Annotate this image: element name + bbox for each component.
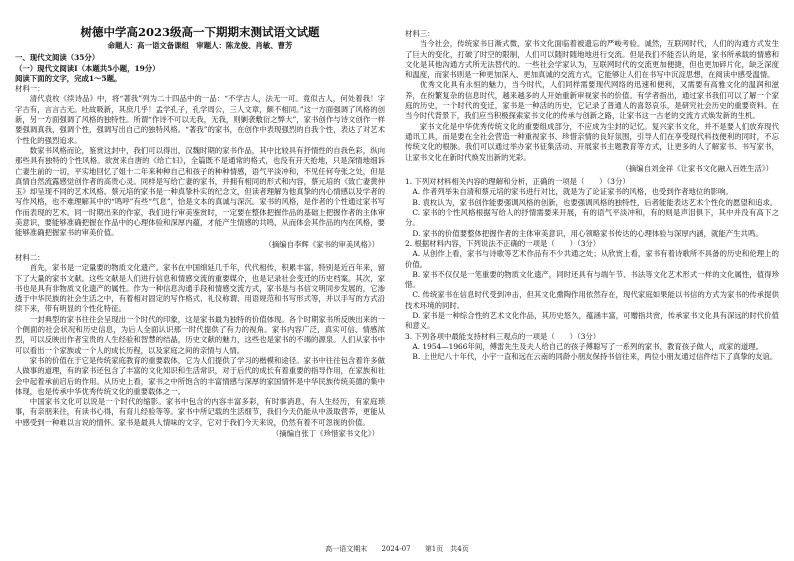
page-footer bbox=[0, 544, 794, 554]
question-1-option-c: C. 家书的个性风格根据写给人的抒情需要来开展，有的语气平淡冲和，有的则是声泪俱下，其中并没有高下之分。 bbox=[405, 208, 779, 228]
material-2-paragraph: 一封典型的家书往往会呈现出一个时代的印象，这是家书最为独特的价值体现。各个时期家书所反映出来的一个侧面的社会状况和历史信息，为后人全面认识那一时代提供了有力的视角。家书内容广泛，真实可信、情感浓烈，可以反映出作者宝贵的人生经验和智慧的结晶，历史文献的魅力，这些也是家书的不竭的源泉。人们从家书中可以看出一个家族或一个人的成长历程，以及家庭之间的亲情与人情。 bbox=[15, 314, 385, 355]
question-2-option-c: C. 传统家书在信息时代受到冲击，但其文化熏陶作用依然存在，现代家庭如果能以书信的方式为家书的传承提供技术环境的同时。 bbox=[405, 290, 779, 310]
question-1: 1. 下列对材料相关内容的理解和分析，正确的一项是（ ）（3分） bbox=[405, 177, 630, 187]
material-3-paragraph: 优秀文化具有永恒的魅力，当今时代，人们同样需要现代网络的迅速和便利，又需要有高雅文化的温润和滋养，在纷繁复杂的信息时代，越来越多的人开始重新审视家书的价值。有学者指出，通过家书我们可以了解一个家庭的历史，一个时代的变迁，家书是一种活的历史，它记录了普通人的喜怒哀乐，是研究社会历史的重要资料。在当今时代背景下，我们应当积极探索家书文化的传承与创新之路，让家书这一古老的交流方式焕发新的生机。 bbox=[405, 80, 779, 121]
material-2-paragraph: 家书的价值在于它是传统家庭教育的重要载体，它为人们提供了学习的楷模和途径。家书中往往包含着许多做人做事的道理，有的家书还包含了丰富的文化知识和生活常识，对于后代的成长有着重要的指导作用，在家族和社会中起着承前启后的作用。从历史上看，家书之中所饱含的丰富情感与深厚的家国情怀是中华民族传统美德的集中体现，也是传承中华优秀传统文化的重要载体之一。 bbox=[15, 355, 385, 396]
material-3-label: 材料三： bbox=[405, 29, 435, 38]
left-column bbox=[15, 26, 385, 442]
question-2: 2. 根据材料内容，下列说法不正确的一项是（ ）（3分） bbox=[405, 238, 601, 248]
material-2-paragraph: 中国家书文化可以说是一个时代的缩影。家书中包含的内容丰富多彩，有时事消息，有人生经历，有家庭琐事，有亲朋来往，有读书心得，有育儿经验等等。家书中所记载的生活细节，我们今天仍能从中汲取营养，更能从中感受到一种难以言说的情怀。家书是最具人情味的文字，它对于我们今天来说，仍然有着不可忽视的价值。 bbox=[15, 397, 385, 427]
question-2-option-b: B. 家书不仅仅是一笔重要的物质文化遗产，同时还具有与端午节、书法等文化艺术形式一样的文化属性，值得珍惜。 bbox=[405, 269, 779, 290]
footer-date: 2024-07 bbox=[381, 545, 411, 553]
material-1-source: （摘编自李辉《家书的审美风格》） bbox=[264, 239, 379, 249]
material-1-paragraph: 清代袁枚《续诗品》中，将“著我”列为二十四品中的一品：“不学古人，法无一可。竟似古人，何处着我！字字古有，言言古无。吐故吸新，其庶几乎！孟学孔子，孔学周公，三人文章，颇不相同。”这一方面强调了风格的创新，另一方面强调了风格的独特性。所谓“作诗不可以无我，无我，则剿袭敷衍之弊大”，家书创作与诗文创作一样要强调真我，强调个性，强调写出自己的独特风格。“著我”的家书，在创作中表现强烈的自我个性，表达了对艺术个性化的强烈追求。 bbox=[15, 94, 385, 145]
material-3-source: （摘编自刘金祥《让家书文化融入百姓生活》） bbox=[621, 163, 773, 173]
question-3-option-b: B. 上世纪八十年代，小宇一直和远在云南的同龄小朋友保持书信往来，两位小朋友通过信件结下了真挚的友谊。 bbox=[412, 352, 778, 362]
material-2-paragraph: 首先，家书是一定量要的物质文化遗产。家书在中国绵延几千年，代代相传，积累丰富，特别是近百年来，留下了大量的家书文献。这些文献是人们进行信息和情感交流的重要媒介，也是记录社会变迁的历史档案。其次，家书也是具有非物质文化遗产的属性。作为一种信息沟通手段和情感交流方式，家书是与书信文明同步发展的，它渗透于中华民族的社会生活之中，有着相对固定的写作格式、礼仪称谓、用语规范和书写形式等，并以手写的方式沿续下来，带有明显的个性化特征。 bbox=[15, 263, 385, 314]
question-2-option-a: A. 从创作上看，家书与诗歌等艺术作品有不少共通之处；从欣赏上看，家书有着诗歌所不具备的历史和伦理上的价值。 bbox=[405, 249, 779, 269]
section-heading: 一、现代文阅读（35分） bbox=[15, 53, 100, 63]
footer-page-number: 第1页 共4页 bbox=[424, 545, 469, 553]
question-2-option-d: D. 家书是一种综合性的艺术文化作品，其历史悠久，蕴涵丰富，可赠指共赏，传承家书文化具有深远的时代价值和意义。 bbox=[405, 311, 779, 331]
footer-subject: 高一语文期末 bbox=[325, 545, 368, 553]
authors-line: 命题人：高一语文备课组 审题人：陈龙俊、肖敏、曹芳 bbox=[107, 41, 293, 50]
question-1-option-d: D. 家书的价值要整体把握作者的主体审美意识，用心领略家书传达的心理体验与深厚内涵，就能产生共鸣。 bbox=[412, 228, 763, 238]
question-3: 3. 下列各项中最能支持材料三观点的一项是（ ）（3分） bbox=[405, 331, 601, 341]
question-1-option-a: A. 作者列举朱自清和蔡元培的家书进行对比，就是为了论证家书的风格，也受到作者地位的影响。 bbox=[412, 187, 733, 197]
question-3-option-a: A. 1954—1966年间，傅雷先生及夫人给自己的孩子傅聪写了一系列的家书，教育孩子做人，成家的道理。 bbox=[412, 341, 764, 351]
material-2-label: 材料二： bbox=[15, 252, 45, 262]
material-2-source: （摘编自张丁《珍惜家书文化》） bbox=[271, 428, 379, 438]
subsection-heading: （一）现代文阅读Ⅰ（本题共5小题，19分） bbox=[15, 63, 160, 73]
material-3-paragraph: 家书文化是中华优秀传统文化的重要组成部分，不应成为尘封的记忆。复兴家书文化，并不是要人们放弃现代通讯工具，而是要在全社会营造一种重视家书、珍惜亲情的良好氛围，引导人们在享受现代科技便利的同时，不忘传统文化的根脉。我们可以通过举办家书征集活动、开展家书主题教育等方式，让更多的人了解家书、书写家书，让家书文化在新时代焕发出新的光彩。 bbox=[405, 121, 779, 162]
material-3-paragraph: 当今社会，传统家书日渐式微，家书文化面临着被遗忘的严峻考验。诚然，互联网时代，人们的沟通方式发生了巨大的变化，打破了时空的限制，人们可以随时随地地进行交流。但是我们不能否认的是，家书所承载的情感和文化是其他沟通方式所无法替代的。一些社会学家认为，互联网时代的交流更加便捷，但也更加碎片化，缺乏深度和温度，而家书则是一种更加深入、更加真诚的交流方式，它能够让人们在书写中沉淀思想，在阅读中感受温情。 bbox=[405, 39, 779, 80]
reading-instruction: 阅读下面的文字，完成1～5题。 bbox=[15, 73, 122, 83]
exam-title: 树德中学高2023级高一下期期末测试语文试题 bbox=[80, 25, 320, 39]
material-1-paragraph: 数家书风格而论，鉴赏这封中，我们可以得出，汉魏时期的家书作品，其中比较具有抒情性的自我色彩，纵向那些具有独特的个性风格。欲赏来自唐的《给亡妇》，全篇既不是通常的格式，也没有开天抢地，只是深情地细诉亡妻生前的一切，平实地回忆了姐十二年来种种自己和孩子的种种情感，语气平淡冲和，不见任何夸张之处，但是真情自然流露感觉创作者的高贵心灵。同样是写给亡妻的家书，并拥有相同的形式和内容，蔡元培的《致亡妻黄仲玉》却呈现不同的艺术风格。蔡元培的家书是一种真挚朴实的纪念文，但读者理解为他真挚的内心情感以及学者的写作风格，也不难理解其中的“鸣呼”有些“气息”，恰是文本的真诚与深沉。家书的风格，是作者的个性通过家书写作而表现的艺术。同一时期出来的作家，我们进行审美鉴赏时，一定要在整体把握作品的基础上把握作者的主体审美意识，要能够准确把握在作品中的心理体验和深厚内蕴，才能产生情感的共鸣，从而体会其作品的内在风格，要能够准确把握家书的审美价值。 bbox=[15, 145, 385, 238]
right-column bbox=[405, 29, 779, 363]
question-1-option-b: B. 袁枚认为，家书创作能要强调风格的创新，也要强调风格的独特性，后者能能表达艺术个性化的愿望和追求。 bbox=[412, 197, 778, 207]
material-1-label: 材料一： bbox=[15, 84, 45, 94]
